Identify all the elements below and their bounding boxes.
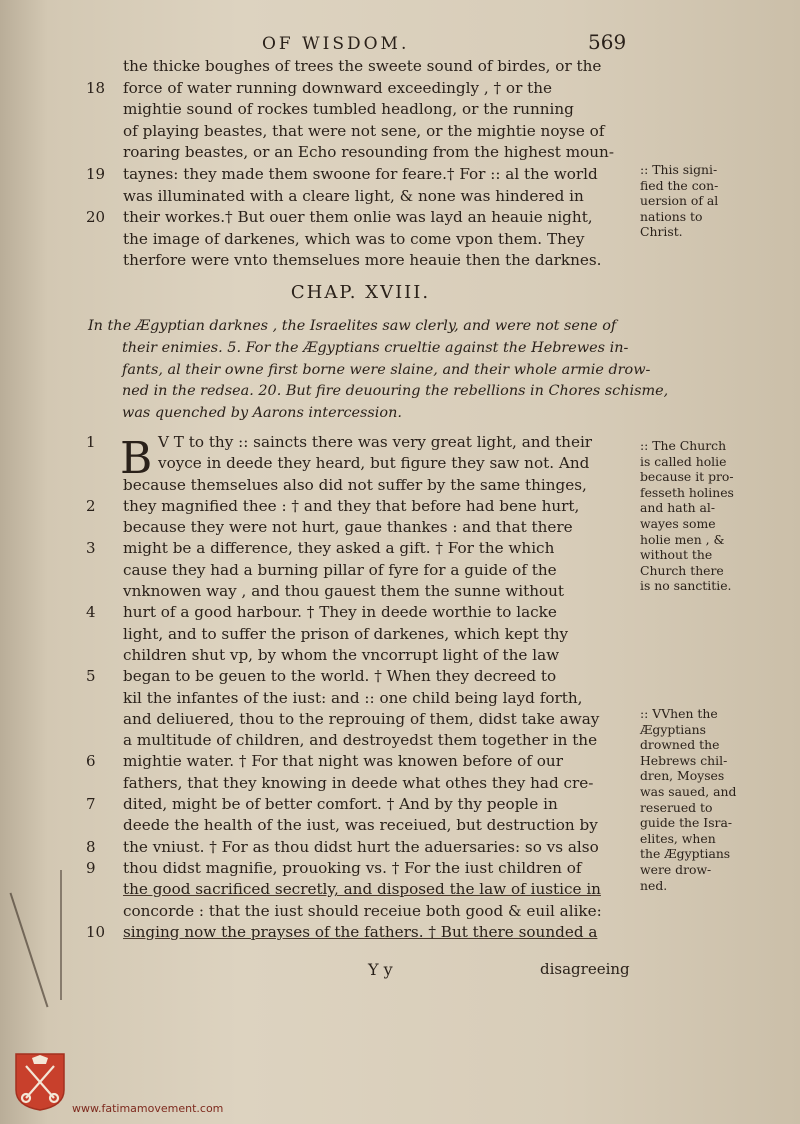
text-line: children shut vp, by whom the vncorrupt light of the law	[123, 645, 560, 664]
margin-note-conversion: :: This signi- fied the con- uersion of al nations to Christ.	[640, 162, 719, 240]
verse-number: 8	[86, 837, 96, 856]
pen-mark	[10, 893, 49, 1008]
pen-mark	[60, 870, 62, 1000]
summary-line: In the Ægyptian darknes , the Israelites saw clerly, and were not sene of	[88, 318, 617, 334]
text-line: the image of darkenes, which was to come vpon them. They	[123, 229, 585, 248]
text-line: fathers, that they knowing in deede what othes they had cre-	[123, 773, 594, 792]
top-text-block	[88, 56, 633, 272]
text-line: light, and to suffer the prison of darkenes, which kept thy	[123, 624, 569, 643]
text-line: roaring beastes, or an Echo resounding from the highest moun-	[123, 143, 614, 162]
margin-note-moyses: :: VVhen the Ægyptians drowned the Hebrews chil- dren, Moyses was saued, and reserued to guide the Isra- elites, when the Ægyptians were drow- ned.	[640, 706, 737, 893]
text-line: kil the infantes of the iust: and :: one child being layd forth,	[123, 688, 583, 707]
text-line: 8 the vniust. † For as thou didst hurt the aduersaries: so vs also	[88, 837, 633, 858]
text-line: and deliuered, thou to the reprouing of them, didst take away	[123, 709, 600, 728]
chapter-summary	[88, 316, 669, 425]
text-line: 1 V T to thy :: saincts there was very great light, and their	[88, 432, 633, 453]
verse-number: 9	[86, 858, 96, 877]
catchword: disagreeing	[540, 960, 630, 978]
text-line: deede the health of the iust, was receiued, but destruction by	[123, 816, 598, 835]
verse-number: 7	[86, 795, 96, 814]
page-header	[0, 30, 800, 56]
margin-note-church: :: The Church is called holie because it pro- fesseth holines and hath al- wayes some holie men , & without the Church there is no sanctitie.	[640, 438, 734, 594]
text-line: cause they had a burning pillar of fyre for a guide of the	[123, 560, 557, 579]
text-line: 19 taynes: they made them swoone for feare.† For :: al the world	[88, 164, 633, 186]
chapter-body	[88, 432, 633, 943]
verse-number: 1	[86, 433, 96, 451]
text-line: 5 began to be geuen to the world. † When they decreed to	[88, 666, 633, 687]
text-line: 20 their workes.† But ouer them onlie was layd an heauie night,	[88, 207, 633, 229]
text-line: 18 force of water running downward exceedingly , † or the	[88, 78, 633, 100]
signature-mark: Y y	[368, 960, 393, 979]
verse-number: 4	[86, 603, 96, 622]
summary-line: their enimies. 5. For the Ægyptians crueltie against the Hebrewes in-	[122, 339, 629, 356]
text-line: 7 dited, might be of better comfort. † And by thy people in	[88, 794, 633, 815]
running-head: OF WISDOM.	[262, 34, 410, 54]
summary-line: fants, al their owne first borne were slaine, and their whole armie drow-	[122, 361, 651, 378]
verse-number: 10	[86, 922, 106, 941]
text-line: because they were not hurt, gaue thankes : and that there	[123, 518, 573, 537]
text-line: 9 thou didst magnifie, prouoking vs. † For the iust children of	[88, 858, 633, 879]
text-line: 4 hurt of a good harbour. † They in deede worthie to lacke	[88, 602, 633, 623]
text-line: 3 might be a difference, they asked a gift. † For the which	[88, 538, 633, 559]
text-line: a multitude of children, and destroyedst them together in the	[123, 731, 598, 750]
text-line: voyce in deede they heard, but figure they saw not. And	[158, 454, 590, 473]
verse-number: 5	[86, 667, 96, 686]
verse-number: 3	[86, 539, 96, 558]
page-number: 569	[588, 30, 627, 54]
drop-cap: B	[120, 433, 153, 484]
text-line: of playing beastes, that were not sene, or the mightie noyse of	[123, 121, 605, 140]
text-line: because themselues also did not suffer by the same thinges,	[123, 475, 587, 494]
chapter-title: CHAP. XVIII.	[290, 282, 431, 303]
text-line: the thicke boughes of trees the sweete sound of birdes, or the	[123, 57, 602, 75]
summary-line: ned in the redsea. 20. But fire deuouring the rebellions in Chores schisme,	[122, 383, 669, 400]
text-line: 2 they magnified thee : † and they that before had bene hurt,	[88, 496, 633, 517]
text-line: the good sacrificed secretly, and disposed the law of iustice in	[123, 880, 601, 899]
text-line: mightie sound of rockes tumbled headlong, or the running	[123, 100, 574, 119]
verse-number: 2	[86, 496, 96, 515]
text-line: therfore were vnto themselues more heauie then the darknes.	[123, 251, 602, 270]
verse-number: 20	[86, 208, 106, 227]
watermark-url[interactable]: www.fatimamovement.com	[72, 1102, 224, 1115]
text-line: vnknowen way , and thou gauest them the sunne without	[123, 582, 565, 601]
verse-number: 18	[86, 78, 106, 97]
papal-keys-emblem-icon	[14, 1052, 66, 1112]
text-line: 6 mightie water. † For that night was knowen before of our	[88, 751, 633, 772]
text-line: 10 singing now the prayses of the fathers. † But there sounded a	[88, 922, 633, 943]
verse-number: 19	[86, 164, 106, 183]
text-line: was illuminated with a cleare light, & none was hindered in	[123, 186, 584, 205]
verse-number: 6	[86, 752, 96, 771]
text-line: concorde : that the iust should receiue both good & euil alike:	[123, 901, 602, 920]
summary-line: was quenched by Aarons intercession.	[122, 405, 402, 422]
